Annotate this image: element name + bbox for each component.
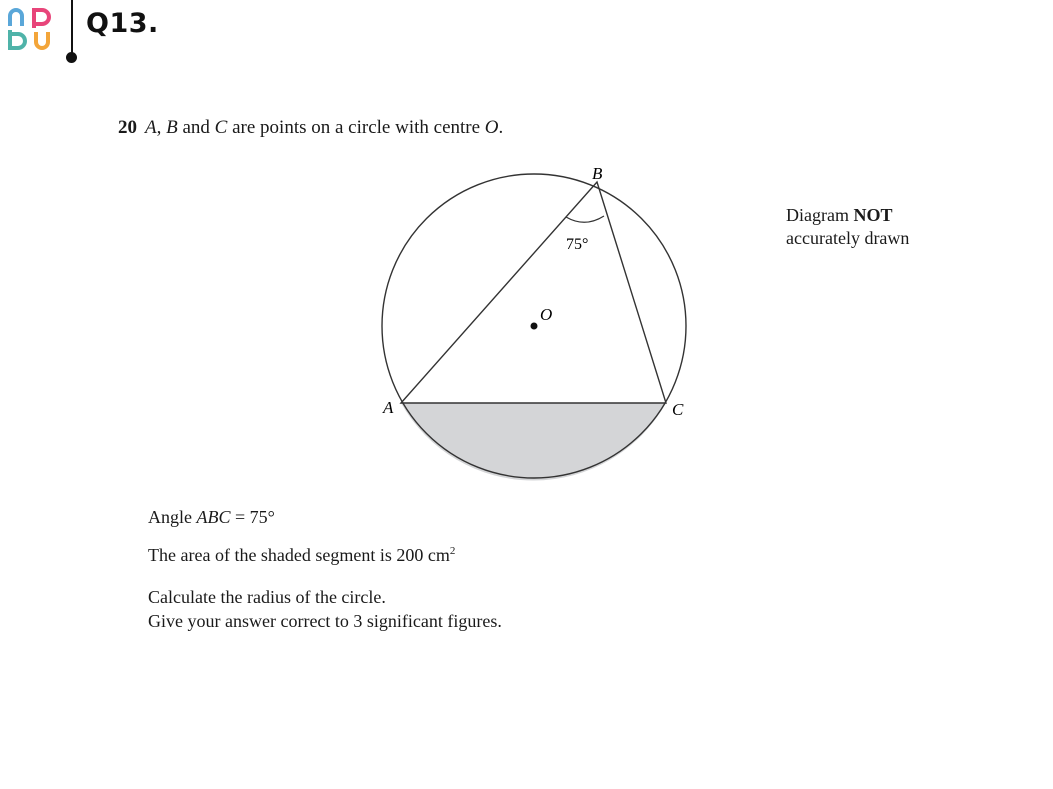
label-b: B bbox=[592, 164, 603, 183]
stem-text-2: and bbox=[177, 117, 215, 138]
stem-centre-o: O bbox=[484, 117, 499, 138]
given-angle-name: ABC bbox=[196, 507, 231, 527]
given-area-exponent: 2 bbox=[449, 545, 456, 557]
label-c: C bbox=[672, 400, 684, 419]
header-divider bbox=[71, 0, 73, 58]
angle-arc bbox=[566, 216, 604, 222]
given-angle-prefix: Angle bbox=[148, 507, 197, 527]
circle-diagram bbox=[360, 160, 720, 490]
shaded-segment bbox=[401, 403, 666, 481]
given-angle bbox=[148, 507, 275, 528]
note-bold: NOT bbox=[853, 205, 893, 225]
given-area bbox=[148, 545, 455, 566]
triangle-abc bbox=[401, 182, 666, 403]
diagram-note bbox=[786, 204, 909, 250]
instruction-2: Give your answer correct to 3 significant figures. bbox=[148, 611, 502, 631]
question-label: Q13. bbox=[86, 8, 159, 39]
instructions bbox=[148, 585, 502, 633]
given-angle-value: = 75° bbox=[230, 507, 275, 527]
instruction-1: Calculate the radius of the circle. bbox=[148, 587, 386, 607]
centre-point bbox=[531, 323, 538, 330]
header-divider-dot bbox=[66, 52, 77, 63]
label-o: O bbox=[540, 305, 553, 324]
stem-point-b: B bbox=[166, 117, 178, 138]
note-prefix: Diagram bbox=[786, 205, 854, 225]
stem-point-a: A bbox=[145, 117, 157, 138]
stem-point-c: C bbox=[214, 117, 228, 138]
label-a: A bbox=[383, 398, 394, 417]
note-line-2: accurately drawn bbox=[786, 228, 910, 248]
angle-label: 75° bbox=[566, 236, 589, 253]
stem-text-3: are points on a circle with centre bbox=[227, 117, 485, 138]
given-area-text: The area of the shaded segment is 200 cm bbox=[148, 545, 450, 565]
question-number: 20 bbox=[118, 117, 137, 138]
stem-text-1: , bbox=[156, 117, 167, 138]
question-stem bbox=[118, 117, 503, 139]
brand-logo-icon bbox=[6, 6, 58, 52]
stem-text-4: . bbox=[498, 117, 504, 138]
